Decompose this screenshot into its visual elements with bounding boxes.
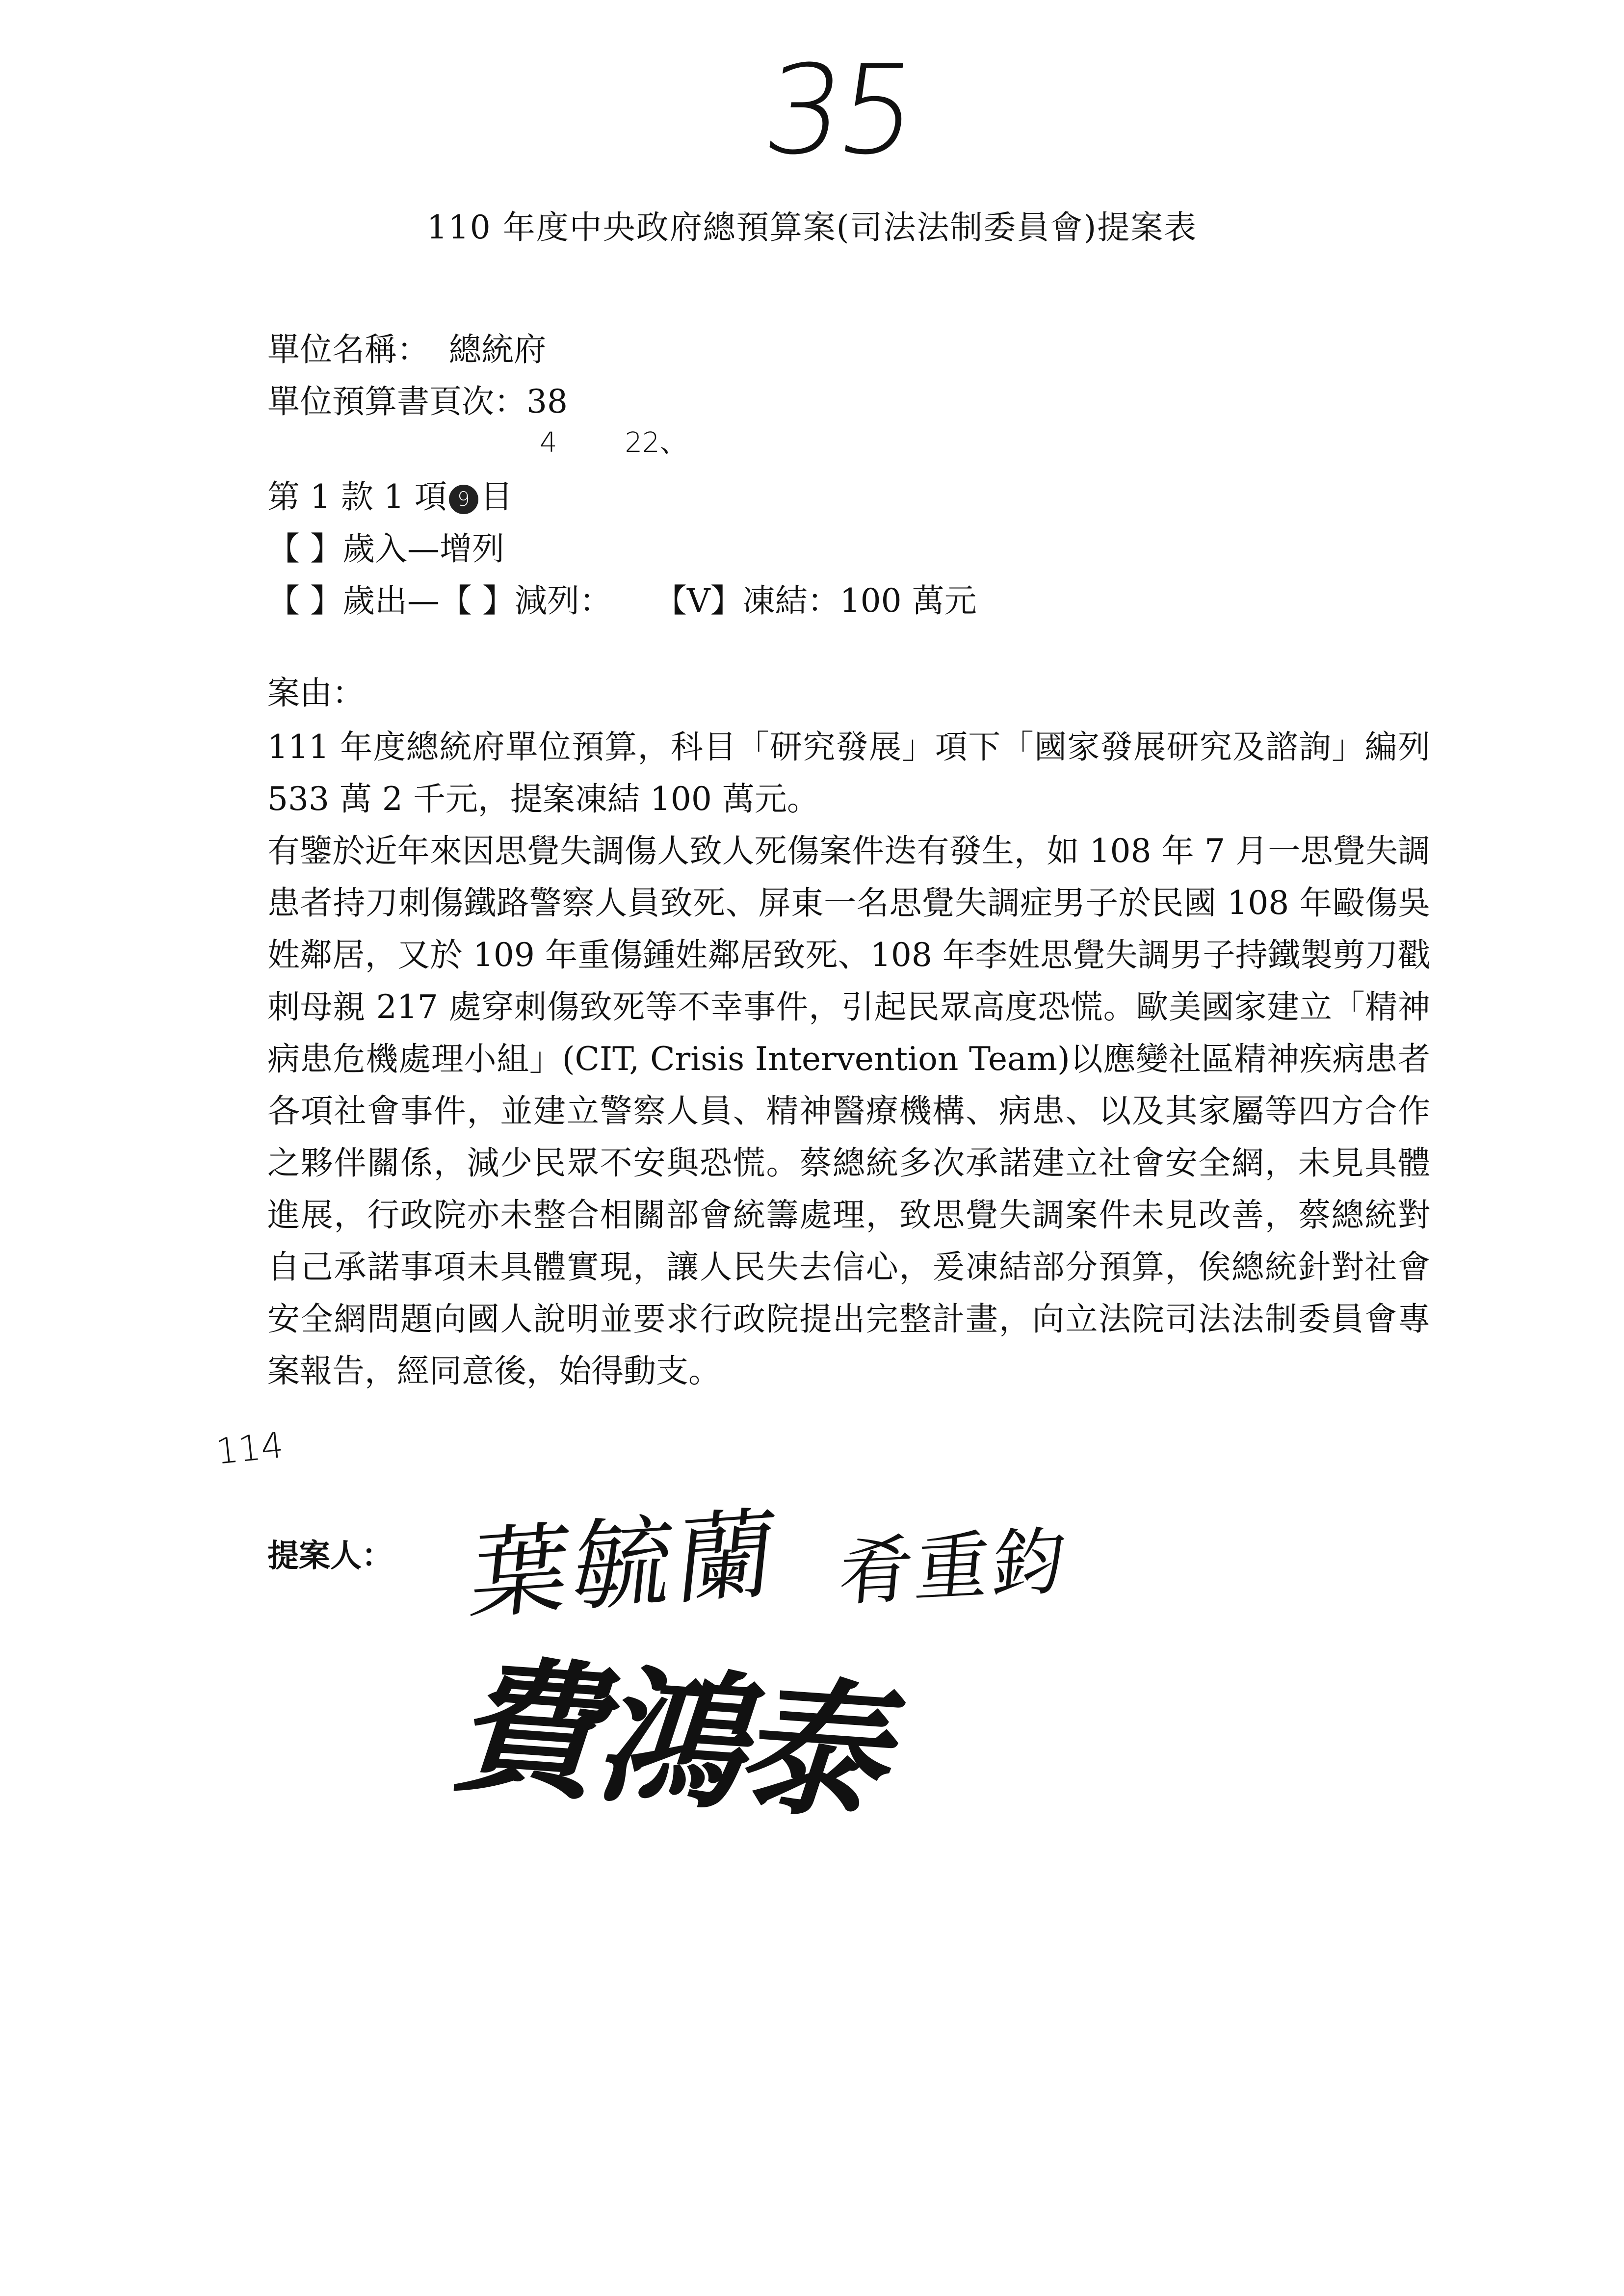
- reason-label: 案由：: [267, 674, 365, 712]
- reason-paragraph-1: 111 年度總統府單位預算，科目「研究發展」項下「國家發展研究及諮詢」編列 533 萬 2 千元，提案凍結 100 萬元。: [267, 728, 1430, 818]
- item-row: [267, 471, 513, 523]
- handwritten-page-number: 35: [755, 39, 922, 182]
- document-title: 110 年度中央政府總預算案(司法法制委員會)提案表: [426, 209, 1198, 246]
- proposer-label: 提案人：: [267, 1538, 393, 1574]
- signature-3: 費鴻泰: [439, 1643, 920, 1840]
- signature-2: 肴重鈞: [835, 1518, 1073, 1617]
- handwritten-margin-note: 114: [213, 1424, 286, 1472]
- unit-row: [267, 324, 546, 376]
- unit-label: 單位名稱：: [267, 331, 429, 368]
- handwritten-note-4: 4: [540, 427, 557, 459]
- reason-body: [267, 721, 1430, 1397]
- freeze-option: 【V】凍結：100 萬元: [670, 582, 977, 620]
- budget-page-row: [267, 376, 568, 428]
- signature-1: 葉毓蘭: [465, 1496, 786, 1634]
- item-suffix: 目: [480, 478, 513, 516]
- expenditure-option: 【 】歲出—【 】減列：: [267, 582, 612, 620]
- unit-value: 總統府: [449, 331, 546, 368]
- handwritten-page-insert: [540, 417, 687, 469]
- item-text: 第 1 款 1 項: [267, 478, 447, 516]
- expenditure-option-row: [267, 575, 977, 627]
- revenue-option: 【 】歲入—增列: [267, 530, 504, 568]
- handwritten-circle-mark: 9: [449, 485, 478, 514]
- budget-page-label: 單位預算書頁次：: [267, 383, 526, 420]
- reason-paragraph-2: 有鑒於近年來因思覺失調傷人致人死傷案件迭有發生，如 108 年 7 月一思覺失調患者持刀刺傷鐵路警察人員致死、屏東一名思覺失調症男子於民國 108 年毆傷吳姓鄰居，又於 109 年重傷鍾姓鄰居致死、108 年李姓思覺失調男子持鐵製剪刀戳刺母親 217 處穿刺傷致死等不幸事件，引起民眾高度恐慌。歐美國家建立「精神病患危機處理小組」(CIT, Crisis Intervention Team)以應變社區精神疾病患者各項社會事件，並建立警察人員、精神醫療機構、病患、以及其家屬等四方合作之夥伴關係，減少民眾不安與恐慌。蔡總統多次承諾建立社會安全網，未見具體進展，行政院亦未整合相關部會統籌處理，致思覺失調案件未見改善，蔡總統對自己承諾事項未具體實現，讓人民失去信心，爰凍結部分預算，俟總統針對社會安全網問題向國人說明並要求行政院提出完整計畫，向立法院司法法制委員會專案報告，經同意後，始得動支。: [267, 832, 1430, 1390]
- handwritten-insert-22: 22、: [625, 427, 687, 459]
- budget-page-value: 38: [526, 383, 568, 420]
